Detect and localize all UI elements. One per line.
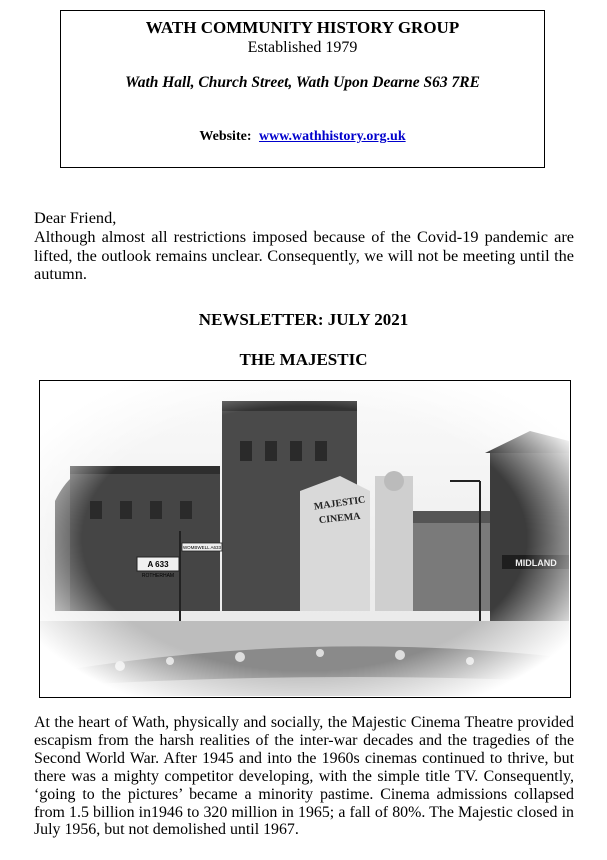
website-row (61, 129, 544, 145)
vignette (40, 381, 569, 696)
newsletter-title: NEWSLETTER: JULY 2021 (198, 310, 409, 329)
photo-illustration (40, 381, 569, 696)
org-name: WATH COMMUNITY HISTORY GROUP (145, 18, 460, 37)
section-title: THE MAJESTIC (239, 350, 368, 369)
greeting: Dear Friend, (34, 208, 117, 227)
article-body: At the heart of Wath, physically and socially, the Majestic Cinema Theatre provided escapism from the harsh realities of the inter-war decades and the tragedies of the Second World War. After 1945 and into the 1960s cinemas continued to thrive, but there was a mighty competitor developing, with the simple title TV. Consequently, ‘going to the pictures’ became a minority pastime. Cinema admissions collapsed from 1.5 billion in1946 to 320 million in 1965; a fall of 80%. The Majestic closed in July 1956, but not demolished until 1967. (34, 714, 574, 839)
website-link[interactable]: www.wathhistory.org.uk (258, 129, 406, 144)
established-line: Established 1979 (247, 39, 358, 56)
address-line: Wath Hall, Church Street, Wath Upon Dearne S63 7RE (125, 74, 480, 91)
intro-paragraph: Although almost all restrictions imposed because of the Covid-19 pandemic are lifted, the outlook remains unclear. Consequently, we will not be meeting until the autumn. (34, 227, 574, 284)
website-label: Website: (199, 129, 252, 144)
header-box (60, 10, 545, 168)
majestic-photo (39, 380, 571, 698)
